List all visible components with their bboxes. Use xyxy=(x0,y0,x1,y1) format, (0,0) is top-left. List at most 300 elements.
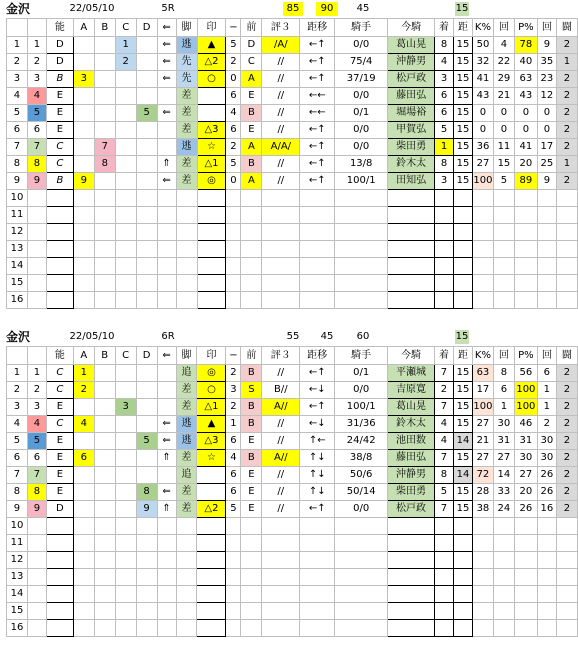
column-header: ⇐ xyxy=(157,19,176,37)
cell-a xyxy=(73,467,94,484)
cell-empty xyxy=(27,241,46,258)
cell-a xyxy=(73,399,94,416)
cell-empty xyxy=(335,518,388,535)
cell-n: B xyxy=(46,71,73,88)
cell-empty xyxy=(226,603,241,620)
cell-empty xyxy=(335,586,388,603)
cell-empty xyxy=(556,518,577,535)
table-row[interactable] xyxy=(7,467,578,484)
cell-ma: 2 xyxy=(556,450,577,467)
cell-sh: ▲ xyxy=(197,416,226,433)
cell-u: 3 xyxy=(27,71,46,88)
cell-fo: E xyxy=(241,484,262,501)
cell-empty xyxy=(262,518,300,535)
cell-ml: 5 xyxy=(226,501,241,518)
cell-empty xyxy=(493,569,514,586)
cell-k2: 17 xyxy=(537,139,556,156)
header-row xyxy=(7,19,578,37)
table-row[interactable] xyxy=(7,37,578,54)
cell-empty xyxy=(514,241,537,258)
cell-ml: 1 xyxy=(226,416,241,433)
cell-ch: 4 xyxy=(435,54,454,71)
cell-empty xyxy=(94,586,115,603)
table-row[interactable] xyxy=(7,501,578,518)
header-index-value: 15 xyxy=(455,3,469,14)
cell-empty xyxy=(136,535,157,552)
cell-ki: ↑↓ xyxy=(300,467,335,484)
place-name: 金沢 xyxy=(6,330,31,344)
cell-empty xyxy=(197,518,226,535)
cell-empty: 11 xyxy=(7,207,28,224)
cell-ma: 2 xyxy=(556,105,577,122)
cell-empty xyxy=(226,207,241,224)
empty-row xyxy=(7,586,578,603)
cell-c xyxy=(115,382,136,399)
cell-ka: 22 xyxy=(493,54,514,71)
cell-di: 15 xyxy=(454,88,473,105)
cell-empty xyxy=(388,535,435,552)
cell-empty xyxy=(335,569,388,586)
cell-n: C xyxy=(46,382,73,399)
cell-empty xyxy=(197,207,226,224)
cell-empty xyxy=(453,603,472,620)
cell-empty xyxy=(556,292,577,309)
cell-empty xyxy=(537,620,556,637)
cell-empty xyxy=(514,603,537,620)
cell-u: 5 xyxy=(27,433,46,450)
column-header: A xyxy=(73,347,94,365)
cell-empty xyxy=(176,518,197,535)
cell-empty xyxy=(435,258,454,275)
cell-empty xyxy=(241,518,262,535)
cell-empty xyxy=(136,207,157,224)
cell-c xyxy=(115,156,136,173)
cell-empty xyxy=(241,207,262,224)
cell-k2: 6 xyxy=(537,365,556,382)
cell-empty xyxy=(241,190,262,207)
table-row[interactable] xyxy=(7,416,578,433)
cell-ma: 2 xyxy=(556,382,577,399)
cell-ch: 8 xyxy=(435,37,454,54)
cell-ki: ←↑ xyxy=(300,122,335,139)
cell-empty xyxy=(454,207,473,224)
column-header: K% xyxy=(472,347,493,365)
cell-empty xyxy=(115,518,136,535)
cell-empty xyxy=(262,535,300,552)
cell-c xyxy=(115,433,136,450)
cell-empty xyxy=(136,603,157,620)
cell-ky: 差 xyxy=(176,501,197,518)
cell-d xyxy=(136,122,157,139)
table-row[interactable] xyxy=(7,433,578,450)
cell-empty xyxy=(537,190,556,207)
cell-i: 4 xyxy=(7,88,28,105)
cell-jo: 0/0 xyxy=(335,122,388,139)
cell-ml: 2 xyxy=(226,365,241,382)
cell-k2: 16 xyxy=(537,501,556,518)
header-index-value: 15 xyxy=(455,331,469,342)
cell-b xyxy=(94,484,115,501)
cell-h3: // xyxy=(262,416,300,433)
cell-fo: B xyxy=(241,365,262,382)
cell-empty xyxy=(94,190,115,207)
cell-empty xyxy=(493,620,514,637)
header-index-value: 55 xyxy=(286,331,300,342)
column-header: 今騎 xyxy=(388,19,435,37)
cell-empty xyxy=(226,224,241,241)
table-row[interactable] xyxy=(7,484,578,501)
cell-a xyxy=(73,501,94,518)
cell-p: 46 xyxy=(514,416,537,433)
cell-p: 0 xyxy=(514,122,537,139)
cell-ki: ←↑ xyxy=(300,399,335,416)
cell-arr: ⇐ xyxy=(157,54,176,71)
cell-n: E xyxy=(46,484,73,501)
cell-empty xyxy=(27,569,46,586)
column-header: 脚 xyxy=(176,347,197,365)
cell-ch: 6 xyxy=(435,105,454,122)
cell-empty xyxy=(46,518,73,535)
cell-c xyxy=(115,105,136,122)
cell-ka: 14 xyxy=(493,467,514,484)
table-row[interactable] xyxy=(7,139,578,156)
cell-jo: 24/42 xyxy=(335,433,388,450)
table-row[interactable] xyxy=(7,173,578,190)
cell-empty: 10 xyxy=(7,518,28,535)
cell-empty xyxy=(537,552,556,569)
cell-empty xyxy=(537,207,556,224)
cell-empty xyxy=(300,207,335,224)
cell-d xyxy=(136,37,157,54)
cell-sh xyxy=(197,467,226,484)
cell-ml: 0 xyxy=(226,71,241,88)
cell-ml: 5 xyxy=(226,37,241,54)
header-blank xyxy=(7,19,28,37)
cell-ml: 3 xyxy=(226,382,241,399)
cell-jo: 0/0 xyxy=(335,382,388,399)
cell-a: 4 xyxy=(73,416,94,433)
cell-empty xyxy=(115,586,136,603)
cell-empty xyxy=(472,241,493,258)
column-header: 能 xyxy=(46,347,73,365)
cell-tr: 平瀬城 xyxy=(388,365,435,382)
cell-b xyxy=(94,501,115,518)
cell-empty xyxy=(241,603,262,620)
table-row[interactable] xyxy=(7,122,578,139)
cell-empty xyxy=(46,207,73,224)
cell-k: 32 xyxy=(472,54,493,71)
table-row[interactable] xyxy=(7,450,578,467)
cell-arr: ⇐ xyxy=(157,173,176,190)
header-blank xyxy=(27,19,46,37)
cell-u: 2 xyxy=(27,382,46,399)
cell-i: 1 xyxy=(7,37,28,54)
column-header: 評３ xyxy=(262,347,300,365)
column-header: 脚 xyxy=(176,19,197,37)
cell-ka: 6 xyxy=(493,382,514,399)
cell-i: 5 xyxy=(7,105,28,122)
cell-ma: 2 xyxy=(556,484,577,501)
cell-empty xyxy=(262,224,300,241)
cell-jo: 50/14 xyxy=(335,484,388,501)
cell-i: 5 xyxy=(7,433,28,450)
cell-empty xyxy=(514,586,537,603)
cell-empty xyxy=(556,620,577,637)
cell-empty xyxy=(46,535,73,552)
table-row[interactable] xyxy=(7,399,578,416)
cell-empty xyxy=(335,620,388,637)
cell-p: 43 xyxy=(514,88,537,105)
cell-empty xyxy=(454,224,473,241)
table-row[interactable] xyxy=(7,105,578,122)
cell-ky: 差 xyxy=(176,382,197,399)
cell-jo: 0/0 xyxy=(335,501,388,518)
cell-empty xyxy=(176,569,197,586)
cell-tr: 松戸政 xyxy=(388,71,435,88)
cell-jo: 37/19 xyxy=(335,71,388,88)
cell-di: 15 xyxy=(454,71,473,88)
cell-empty xyxy=(472,518,493,535)
cell-k: 0 xyxy=(472,122,493,139)
cell-empty xyxy=(388,292,435,309)
cell-empty xyxy=(435,275,454,292)
header-index-value: 85 xyxy=(283,2,303,16)
cell-di: 15 xyxy=(454,173,473,190)
cell-empty: 14 xyxy=(7,586,28,603)
column-header: 距移 xyxy=(300,19,335,37)
cell-empty xyxy=(73,224,94,241)
cell-k: 100 xyxy=(472,173,493,190)
cell-h3: // xyxy=(262,71,300,88)
cell-ki: ←↑ xyxy=(300,54,335,71)
cell-empty xyxy=(241,620,262,637)
cell-arr: ⇐ xyxy=(157,416,176,433)
column-header: 能 xyxy=(46,19,73,37)
cell-ky: 差 xyxy=(176,399,197,416)
cell-p: 30 xyxy=(514,450,537,467)
cell-k2: 1 xyxy=(537,382,556,399)
cell-empty xyxy=(300,552,335,569)
column-header: 闘 xyxy=(556,347,577,365)
cell-b xyxy=(94,416,115,433)
cell-i: 7 xyxy=(7,139,28,156)
cell-empty xyxy=(94,258,115,275)
race-table xyxy=(6,346,578,637)
empty-row xyxy=(7,275,578,292)
cell-empty xyxy=(27,586,46,603)
cell-i: 1 xyxy=(7,365,28,382)
table-row[interactable] xyxy=(7,382,578,399)
cell-tr: 池田数 xyxy=(388,433,435,450)
cell-empty xyxy=(176,275,197,292)
cell-ka: 8 xyxy=(493,365,514,382)
cell-arr xyxy=(157,467,176,484)
cell-empty: 12 xyxy=(7,552,28,569)
cell-fo: E xyxy=(241,122,262,139)
cell-empty xyxy=(262,258,300,275)
cell-ml: 2 xyxy=(226,399,241,416)
table-row[interactable] xyxy=(7,54,578,71)
cell-empty xyxy=(472,620,493,637)
cell-empty xyxy=(514,620,537,637)
cell-a xyxy=(73,156,94,173)
cell-tr: 吉原寛 xyxy=(388,382,435,399)
cell-tr: 堀場裕 xyxy=(388,105,435,122)
column-header: 前 xyxy=(241,19,262,37)
cell-empty xyxy=(226,190,241,207)
cell-empty xyxy=(136,292,157,309)
cell-empty xyxy=(94,569,115,586)
cell-i: 9 xyxy=(7,173,28,190)
cell-h3: // xyxy=(262,54,300,71)
column-header: 回 xyxy=(537,19,556,37)
cell-c xyxy=(115,122,136,139)
cell-ml: 6 xyxy=(226,467,241,484)
cell-empty xyxy=(435,224,454,241)
cell-i: 2 xyxy=(7,382,28,399)
cell-n: C xyxy=(46,416,73,433)
cell-a xyxy=(73,54,94,71)
cell-empty xyxy=(241,552,262,569)
cell-empty xyxy=(335,224,388,241)
cell-tr: 田知弘 xyxy=(388,173,435,190)
cell-ch: 5 xyxy=(435,122,454,139)
column-header: 距 xyxy=(453,347,472,365)
cell-arr xyxy=(157,382,176,399)
cell-ma: 2 xyxy=(556,433,577,450)
cell-d: 9 xyxy=(136,501,157,518)
cell-tr: 柴田勇 xyxy=(388,484,435,501)
cell-b xyxy=(94,37,115,54)
cell-ml: 6 xyxy=(226,122,241,139)
cell-ky: 差 xyxy=(176,450,197,467)
cell-ka: 15 xyxy=(493,156,514,173)
cell-a: 6 xyxy=(73,450,94,467)
cell-b xyxy=(94,399,115,416)
cell-jo: 38/8 xyxy=(335,450,388,467)
cell-k2: 25 xyxy=(537,156,556,173)
cell-empty xyxy=(197,292,226,309)
cell-n: E xyxy=(46,433,73,450)
cell-ka: 0 xyxy=(493,122,514,139)
cell-c: 2 xyxy=(115,54,136,71)
cell-ch: 6 xyxy=(435,88,454,105)
cell-empty xyxy=(556,535,577,552)
cell-a xyxy=(73,37,94,54)
cell-p: 31 xyxy=(514,433,537,450)
cell-empty xyxy=(73,190,94,207)
cell-empty xyxy=(197,620,226,637)
cell-ml: 0 xyxy=(226,173,241,190)
empty-row xyxy=(7,292,578,309)
cell-arr xyxy=(157,365,176,382)
cell-b xyxy=(94,433,115,450)
cell-sh xyxy=(197,105,226,122)
cell-fo: B xyxy=(241,105,262,122)
cell-ki: ←↑ xyxy=(300,139,335,156)
cell-empty xyxy=(197,241,226,258)
cell-ch: 3 xyxy=(435,173,454,190)
cell-empty xyxy=(556,207,577,224)
header-blank xyxy=(27,347,46,365)
cell-fo: E xyxy=(241,501,262,518)
cell-empty: 11 xyxy=(7,535,28,552)
cell-empty xyxy=(136,275,157,292)
cell-tr: 藤田弘 xyxy=(388,450,435,467)
table-row[interactable] xyxy=(7,88,578,105)
empty-row xyxy=(7,224,578,241)
cell-h3: /A/ xyxy=(262,37,300,54)
cell-empty xyxy=(435,518,454,535)
cell-empty xyxy=(493,190,514,207)
cell-p: 100 xyxy=(514,399,537,416)
column-header: − xyxy=(226,347,241,365)
cell-empty xyxy=(514,190,537,207)
cell-empty xyxy=(556,275,577,292)
cell-n: E xyxy=(46,122,73,139)
cell-ma: 2 xyxy=(556,399,577,416)
cell-empty: 13 xyxy=(7,569,28,586)
table-row[interactable] xyxy=(7,71,578,88)
cell-empty xyxy=(556,586,577,603)
cell-empty xyxy=(472,258,493,275)
cell-empty xyxy=(300,190,335,207)
cell-p: 0 xyxy=(514,105,537,122)
cell-ma: 2 xyxy=(556,37,577,54)
cell-u: 9 xyxy=(27,173,46,190)
column-header: K% xyxy=(472,19,493,37)
cell-u: 9 xyxy=(27,501,46,518)
cell-fo: B xyxy=(241,156,262,173)
cell-empty xyxy=(262,603,300,620)
column-header: 闘 xyxy=(556,19,577,37)
cell-ka: 29 xyxy=(493,71,514,88)
cell-di: 15 xyxy=(453,416,472,433)
cell-p: 100 xyxy=(514,382,537,399)
cell-empty xyxy=(493,552,514,569)
column-header: 前 xyxy=(241,347,262,365)
cell-empty xyxy=(27,207,46,224)
cell-di: 15 xyxy=(454,139,473,156)
cell-sh: ◎ xyxy=(197,365,226,382)
cell-n: C xyxy=(46,156,73,173)
cell-ka: 30 xyxy=(493,416,514,433)
cell-d xyxy=(136,71,157,88)
cell-k2: 2 xyxy=(537,416,556,433)
cell-empty xyxy=(115,569,136,586)
cell-empty xyxy=(472,535,493,552)
cell-empty xyxy=(472,603,493,620)
cell-a: 3 xyxy=(73,71,94,88)
cell-k2: 30 xyxy=(537,433,556,450)
cell-p: 20 xyxy=(514,484,537,501)
cell-di: 15 xyxy=(453,484,472,501)
cell-empty xyxy=(73,258,94,275)
table-row[interactable] xyxy=(7,365,578,382)
table-row[interactable] xyxy=(7,156,578,173)
cell-empty xyxy=(176,535,197,552)
cell-empty xyxy=(514,275,537,292)
cell-empty xyxy=(73,292,94,309)
cell-empty xyxy=(493,258,514,275)
cell-empty xyxy=(472,292,493,309)
cell-h3: A// xyxy=(262,450,300,467)
cell-ch: 1 xyxy=(435,139,454,156)
cell-empty xyxy=(197,586,226,603)
cell-k2: 12 xyxy=(537,88,556,105)
cell-fo: A xyxy=(241,139,262,156)
cell-c: 1 xyxy=(115,37,136,54)
